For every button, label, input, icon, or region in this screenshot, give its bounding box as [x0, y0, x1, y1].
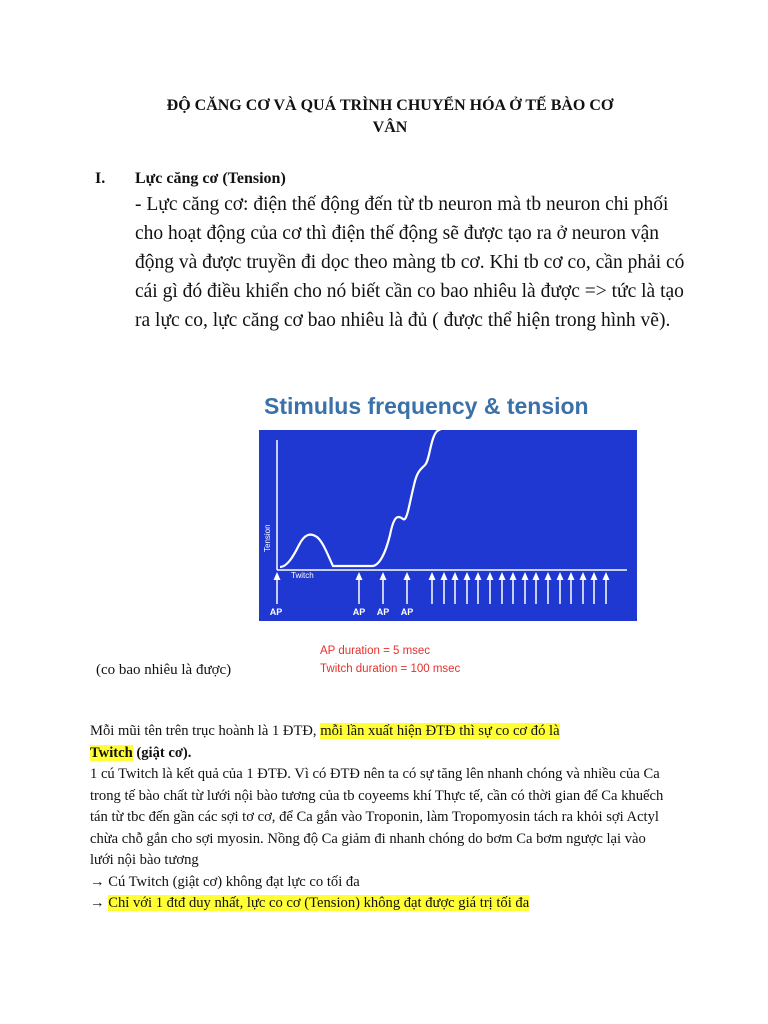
figure-svg — [253, 385, 643, 685]
p4-arrow: → — [90, 895, 109, 911]
p1-part-a: Mỗi mũi tên trên trục hoành là 1 ĐTĐ, — [90, 723, 321, 739]
p1-part-d: (giật cơ). — [132, 744, 192, 761]
y-axis-label: Tension — [263, 524, 272, 552]
intro-paragraph: - Lực căng cơ: điện thế động đến từ tb neuron mà tb neuron chi phối cho hoạt động của cơ thì điện thế động sẽ được tạo ra ở neuron vận động và được truyền đi dọc theo màng tb cơ. Khi tb cơ co, cần phải có cái gì đó điều khiển cho nó biết cần co bao nhiêu là được => tức là tạo ra lực co, lực căng cơ bao nhiêu là đủ ( được thể hiện trong hình vẽ). — [135, 194, 685, 331]
paragraph-arrows — [90, 721, 670, 764]
ap-label: AP — [376, 607, 390, 617]
section-heading-text: Lực căng cơ (Tension) — [135, 170, 286, 187]
legend-twitch-duration: Twitch duration = 100 msec — [320, 663, 461, 675]
paragraph-twitch-explanation: 1 cú Twitch là kết quả của 1 ĐTĐ. Vì có ĐTĐ nên ta có sự tăng lên nhanh chóng và nhiều của Ca trong tế bào chất từ lưới nội bào tương của tb coyeems khí Thực tế, cần có thời gian để Ca khuếch tán từ tbc đến gần các sợi tơ cơ, để Ca gắn vào Troponin, làm Tropomyosin tách ra khỏi sợi Actyl chừa chỗ gắn cho sợi myosin. Nồng độ Ca giảm đi nhanh chóng do bơm Ca bơm ngược lại vào lưới nội bào tương — [90, 766, 664, 868]
ap-label: AP — [269, 607, 283, 617]
legend-ap-duration: AP duration = 5 msec — [320, 645, 431, 657]
paragraph-conclusion-2 — [90, 893, 670, 915]
section-number: I. — [95, 170, 106, 187]
plot-background — [259, 430, 637, 621]
document-title — [70, 95, 710, 139]
figure-title: Stimulus frequency & tension — [264, 393, 589, 419]
twitch-label: Twitch — [291, 571, 314, 580]
ap-label: AP — [400, 607, 414, 617]
paragraph-conclusion-1: → Cú Twitch (giật cơ) không đạt lực co tối đa — [90, 873, 360, 890]
ap-label: AP — [352, 607, 366, 617]
document-title-line-2: VÂN — [372, 119, 408, 136]
figure-caption: (co bao nhiêu là được) — [96, 662, 232, 678]
stimulus-tension-figure — [253, 385, 643, 685]
section-heading — [95, 170, 286, 188]
p1-highlight: mỗi lần xuất hiện ĐTĐ thì sự co cơ đó là — [320, 723, 560, 739]
body-text — [90, 721, 670, 915]
document-title-line-1: ĐỘ CĂNG CƠ VÀ QUÁ TRÌNH CHUYỂN HÓA Ở TẾ BÀO CƠ — [166, 97, 614, 114]
p4-highlight: Chỉ với 1 đtđ duy nhất, lực co cơ (Tension) không đạt được giá trị tối đa — [108, 895, 530, 911]
p1-twitch-term: Twitch — [90, 744, 133, 761]
